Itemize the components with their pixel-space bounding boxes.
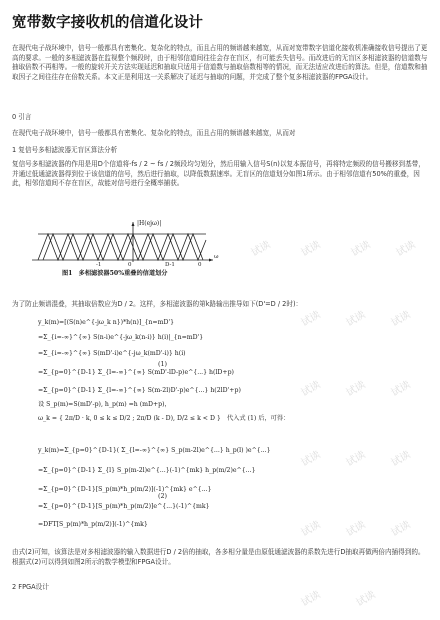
watermark: 试读 [389,309,413,329]
equation-line: =Σ_{p=0}^{D-1} Σ_{l=-∞}^{∞} S(mD'-lD-p)e^{...} h(lD+p) [38,369,234,376]
equation-line: ω_k = { 2π/D · k, 0 ≤ k ≤ D/2 ; 2π/D (k - D), D/2 ≤ k < D } 代入式 (1) 后，可得： [38,415,290,422]
section-2-heading: 2 FPGA设计 [12,583,49,591]
equation-number: (1) [158,360,168,368]
equation-line: =Σ_{i=-∞}^{∞} S(n-i)e^{-jω_k(n-i)} h(i)|_{n=mD'} [38,334,204,341]
figure-x-tick: D-1 [165,262,175,268]
derivation-conclusion-paragraph: 由式(2)可知，该算法是对多相滤波器的输入数据进行D / 2倍的抽取，各多相分量是由原低通滤波器的系数先进行D抽取再做两倍内插得到的。根据式(2)可以得到如图2所示的数学模型和FPGA设计。 [12,548,425,566]
watermark: 试读 [389,519,413,539]
section-0-text: 在现代电子战环境中，信号一般都具有密集化、复杂化的特点，而且占用的频谱越来越宽，从而对 [12,129,296,137]
figure-x-tick: 0 [128,262,132,268]
watermark: 试读 [344,449,368,469]
watermark: 试读 [349,239,373,259]
section-1-text: 复信号多相滤波器的作用是用D个信道将-fs / 2 ~ fs / 2频段均匀划分，然后用输入信号S(n)以复本振信号，再将特定频段的信号搬移到基带，并通过低通滤波器得到位于该信道的信号，然后进行抽取，以降低数据速率。无盲区的信道划分如图1所示。由于相邻信道有50%的重叠，因此，相邻信道间不存在盲区，故能对信号进行全概率捕获。 [12,160,425,188]
decimation-paragraph: 为了防止频谱混叠，其抽取倍数应为D / 2。这样，多相滤波器的第k路输出推导如下(D'=D / 2时)： [12,300,303,308]
section-0-heading: 0 引言 [12,113,32,121]
watermark: 试读 [354,589,378,609]
watermark: 试读 [394,239,418,259]
watermark: 试读 [249,239,273,259]
equation-line: =Σ_{p=0}^{D-1} Σ_{l=-∞}^{∞} S(m-2l)D'-p)e^{...} h(2lD'+p) [38,387,241,394]
figure-x-tick: 0 [198,262,202,268]
figure-x-tick: -1 [96,262,102,268]
figure-x-tick: ω [214,254,219,260]
equation-line: =Σ_{p=0}^{D-1} Σ_{l} S_p(m-2l)e^{...}(-1)^{mk} h_p(m/2)e^{...} [38,467,256,474]
watermark: 试读 [299,309,323,329]
document-title: 宽带数字接收机的信道化设计 [12,15,204,31]
abstract-paragraph: 在现代电子战环境中，信号一般都具有密集化、复杂化的特点，而且占用的频谱越来越宽，从而对宽带数字信道化接收机准确接收信号提出了更高的要求。一般的多相滤波器在监视整个频段时，由于相邻信道间往往会存在盲区，有可能丢失信号。而改进后的无盲区多相滤波器的信道数与抽取倍数不再相等。一般的旋转开关方法实现延迟和抽取只适用于信道数与抽取倍数相等的情况，而无法适应改进后的算法。但是，信道数和抽取因子之间往往存在倍数关系。本文正是利用这一关系解决了延迟与抽取的问题，并完成了整个复多相滤波器的FPGA设计。 [12,44,428,81]
section-1-heading: 1 复信号多相滤波器无盲区算法分析 [12,146,118,154]
channel-division-figure [28,220,228,288]
watermark: 试读 [299,589,323,609]
equation-line: =Σ_{p=0}^{D-1}[S_p(m)*h_p(m/2)](-1)^{mk} e^{...} [38,486,212,493]
equation-line: 设 S_p(m)=S(mD'-p), h_p(m) =h (mD+p)， [38,401,171,408]
equation-number: (2) [158,492,168,500]
figure-y-axis-label: |H(ejω)| [137,220,162,227]
equation-line: y_k(m)=[(S(n)e^{-jω_k n})*h(n)]_{n=mD'} [38,319,175,326]
watermark: 试读 [344,309,368,329]
watermark: 试读 [344,519,368,539]
watermark: 试读 [299,379,323,399]
watermark: 试读 [344,379,368,399]
equation-line: =DFT[S_p(m)*h_p(m/2)](-1)^{mk} [38,521,148,528]
equation-line: y_k(m)=Σ_{p=0}^{D-1}( Σ_{l=-∞}^{∞} S_p(m-2l)e^{...} h_p(l) )e^{...} [38,447,271,454]
equation-line: =Σ_{p=0}^{D-1}[S_p(m)*h_p(m/2)]e^{...}(-1)^{mk} [38,503,210,510]
watermark: 试读 [299,449,323,469]
watermark: 试读 [389,379,413,399]
watermark: 试读 [299,519,323,539]
watermark: 试读 [389,449,413,469]
figure-caption: 图1 多相滤波器50%重叠的信道划分 [62,270,168,277]
equation-line: =Σ_{i=-∞}^{∞} S(mD'-i)e^{-jω_k(mD'-i)} h(i) [38,350,186,357]
watermark: 试读 [299,239,323,259]
